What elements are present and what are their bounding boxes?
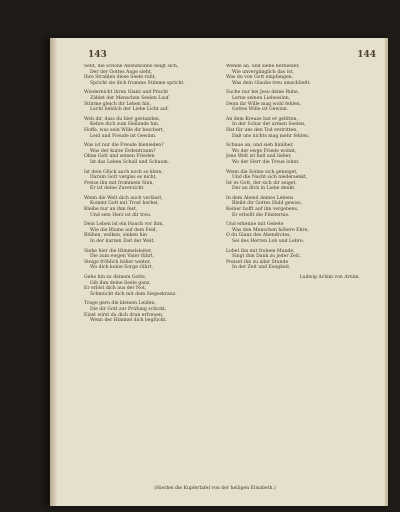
poem-stanza xyxy=(84,301,218,323)
poem-line: Dein Leben ist ein Hauch vor ihm, xyxy=(84,222,164,228)
poem-stanza xyxy=(84,275,218,297)
poem-line: Hat für uns den Tod erstritten, xyxy=(226,127,298,133)
poem-line: Gib ihm deine Seele ganz, xyxy=(90,280,151,286)
poem-stanza xyxy=(226,64,360,86)
poem-line: Steige fröhlich höher weiter, xyxy=(84,259,151,265)
poem-line: Wende an, und siehe hernieder, xyxy=(226,64,300,69)
poem-line: Bleibe nur an ihm fest, xyxy=(84,207,138,213)
poem-stanza xyxy=(84,64,218,86)
poem-line: Singt ihm Dank zu jeder Zeit, xyxy=(232,254,301,260)
poem-stanza xyxy=(84,196,218,218)
author-signature: Ludwig Achim von Arnim. xyxy=(299,275,360,280)
poem-line: Die zum ewgen Vater führt, xyxy=(90,254,155,260)
poem-line: Und sein Herz ist dir treu. xyxy=(90,212,152,218)
poem-line: Was der kurze Erdentraum? xyxy=(90,148,156,154)
poem-line: Kommt Gott mit Trost herbei, xyxy=(90,201,159,207)
footnote: (Hierbei die Kupfertafel von der heiligen Elisabeth.) xyxy=(154,486,276,491)
poem-line: Ihre Strahlen diese Seele ruht, xyxy=(84,75,156,81)
poem-line: Gehe hin zu deinem Gotte, xyxy=(84,275,147,280)
poem-line: Und die Nacht sich niedersenkt, xyxy=(232,175,308,181)
poem-line: Und erkenne mit Gebete xyxy=(226,222,284,228)
poem-line: An dem Kreuze hat er gelitten, xyxy=(226,116,298,122)
poem-line: In dem Abend deines Lebens xyxy=(226,195,294,201)
poem-line: Einst wirst du dich dran erfreuen, xyxy=(84,312,164,318)
page-number-right: 144 xyxy=(357,50,376,60)
poem-line: Die dir Gott zur Prüfung schickt, xyxy=(90,306,167,312)
poem-line: Er erhellt die Finsternis. xyxy=(232,212,290,218)
poem-line: Was ist nur die Freude hienieden? xyxy=(84,143,164,149)
poem-line: Ist dein Glück auch noch so klein, xyxy=(84,169,163,175)
poem-line: Wo dich keine Sorge rührt. xyxy=(90,265,153,271)
poem-line: Zählet der Menschen Seelen Lauf xyxy=(90,95,169,101)
poem-line: Gottes Wille ist Gewinn. xyxy=(232,107,289,113)
poem-line: Hoffe, was sein Wille dir beschert, xyxy=(84,127,165,133)
poem-line: Kehre dich zum Heilande hin, xyxy=(90,122,160,128)
poem-line: Was den Menschen höhere Ehre, xyxy=(232,227,309,233)
poem-stanza xyxy=(84,117,218,139)
poem-line: Lacht lieblich der Liebe Licht auf. xyxy=(90,107,169,113)
poem-stanza xyxy=(226,196,360,218)
poem-line: Wenn der Himmel dich beglückt. xyxy=(90,318,167,324)
poem-line: Lerne seinen Liebessinn, xyxy=(232,95,291,101)
poem-stanza xyxy=(226,143,360,165)
poem-line: Lobet ihn mit frohem Munde, xyxy=(226,248,295,254)
poem-stanza xyxy=(226,222,360,244)
poem-line: Er ist deine Zuversicht. xyxy=(90,186,145,192)
poem-line: Der der Gottes Auge sieht, xyxy=(90,69,153,75)
poem-line: Seht, die schöne Abendsonne neigt sich, xyxy=(84,64,179,69)
poem-line: Denn ihr Wille mag wohl fehlen, xyxy=(226,101,302,107)
poem-line: Bleibt dir Gottes Huld gewiss, xyxy=(232,201,303,207)
poem-line: Stürme gleich ihr Leben hin, xyxy=(84,101,152,107)
poem-line: Wenn die Welt dich auch verlässt, xyxy=(84,195,163,201)
poem-line: Spricht sie dich fromme Stimme spricht. xyxy=(90,80,185,86)
poem-line: Wie unvergänglich das ist, xyxy=(232,69,294,75)
poem-stanza xyxy=(226,170,360,192)
poem-line: Jene Welt ist hell und lieber, xyxy=(226,154,292,160)
poem-line: Wo der Herr die Treue lohnt. xyxy=(232,159,300,165)
poem-line: Schmückt dich mit dem Siegeskranz. xyxy=(90,291,177,297)
poem-line: Siehe hier die Himmelsleiter, xyxy=(84,248,152,254)
poem-line: Was dein Glaube treu umschließt. xyxy=(232,80,311,86)
poem-line: Wenn die Sonne sich geneiget, xyxy=(226,169,298,175)
poem-stanza xyxy=(226,249,360,271)
poem-line: Wie die Blume auf dem Feld, xyxy=(90,227,158,233)
poem-line: In der kurzen Zeit der Welt. xyxy=(90,239,155,245)
poem-line: Preiset ihn zu aller Stunde xyxy=(226,259,289,265)
poem-column-right xyxy=(226,64,360,281)
book-page xyxy=(50,38,388,506)
poem-line: Wo der ewge Friede wohnt, xyxy=(232,148,297,154)
poem-line: Was du von Gott empfangen, xyxy=(226,75,294,81)
poem-line: Daß uns nichts mag mehr fehlen. xyxy=(232,133,310,139)
poem-line: Ohne Gott und seinen Frieden xyxy=(84,154,155,160)
poem-line: Trage gern die kleinen Leiden, xyxy=(84,301,156,307)
poem-stanza xyxy=(84,170,218,192)
poem-line: O du Glanz des Abendrotes, xyxy=(226,233,291,239)
poem-stanza xyxy=(226,117,360,139)
poem-line: In der Schar der armen Seelen, xyxy=(232,122,306,128)
poem-line: Der an dich in Liebe denkt. xyxy=(232,186,296,192)
page-number-left: 143 xyxy=(88,50,107,60)
poem-line: Suche nur bei Jesu deine Ruhe, xyxy=(226,90,300,96)
poem-line: Darum Gott vergiss es nicht, xyxy=(90,175,157,181)
poem-line: Wiedernicht ihren Glanz und Pracht xyxy=(84,90,169,96)
poem-line: In der Zeit und Ewigkeit. xyxy=(232,265,291,271)
poem-column-left xyxy=(84,64,218,328)
poem-line: Sei des Herren Lob und Lehre. xyxy=(232,239,305,245)
poem-stanza xyxy=(84,143,218,165)
poem-line: Ist es Gott, der sich dir zeiget, xyxy=(226,180,297,186)
poem-line: Er erlöst dich aus der Not, xyxy=(84,286,147,292)
poem-line: Leid und Freude ist Gewinn. xyxy=(90,133,157,139)
poem-stanza xyxy=(226,90,360,112)
poem-line: Keiner hofft auf ihn vergebens, xyxy=(226,207,299,213)
poem-stanza xyxy=(84,249,218,271)
poem-line: Blühen, welken, sinken hin xyxy=(84,233,147,239)
poem-line: Weh dir, dass du hier gestanden, xyxy=(84,116,161,122)
poem-line: Schaue an, und sieh hinüber, xyxy=(226,143,294,149)
poem-line: Ist das Leben Schall und Schaum. xyxy=(90,159,170,165)
page-edge xyxy=(385,38,388,506)
poem-line: Preise ihn mit frommem Sinn, xyxy=(84,180,154,186)
poem-stanza xyxy=(84,222,218,244)
poem-stanza xyxy=(84,90,218,112)
